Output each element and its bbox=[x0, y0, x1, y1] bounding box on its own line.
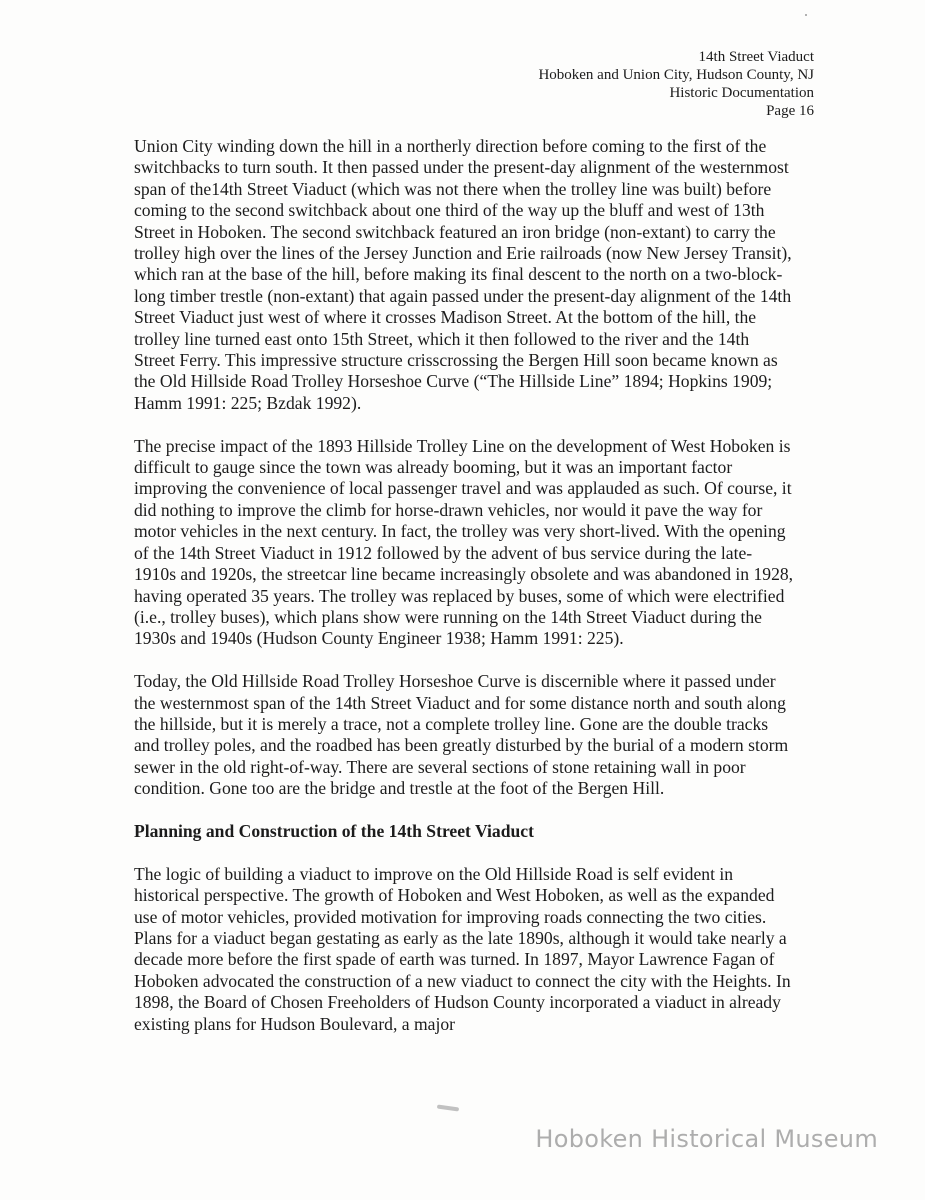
page-header bbox=[394, 48, 814, 120]
paragraph-trolley-today: Today, the Old Hillside Road Trolley Horseshoe Curve is discernible where it passed under the westernmost span of the 14th Street Viaduct and for some distance north and south along the hillside, but it is merely a trace, not a complete trolley line. Gone are the double tracks and trolley poles, and the roadbed has been greatly disturbed by the burial of a modern storm sewer in the old right-of-way. There are several sections of stone retaining wall in poor condition. Gone too are the bridge and trestle at the foot of the Bergen Hill. bbox=[134, 671, 789, 799]
header-page-number: Page 16 bbox=[766, 103, 814, 119]
header-doc-type: Historic Documentation bbox=[669, 85, 814, 101]
scan-dot bbox=[805, 14, 807, 16]
section-heading: Planning and Construction of the 14th Street Viaduct bbox=[134, 820, 534, 841]
paragraph-viaduct-planning: The logic of building a viaduct to improve on the Old Hillside Road is self evident in historical perspective. The growth of Hoboken and West Hoboken, as well as the expanded use of motor vehicles, provided motivation for improving roads connecting the two cities. Plans for a viaduct began gestating as early as the late 1890s, although it would take nearly a decade more before the first spade of earth was turned. In 1897, Mayor Lawrence Fagan of Hoboken advocated the construction of a new viaduct to connect the city with the Heights. In 1898, the Board of Chosen Freeholders of Hudson County incorporated a viaduct in already existing plans for Hudson Boulevard, a major bbox=[134, 863, 791, 1034]
scan-speck bbox=[437, 1104, 459, 1111]
museum-watermark: Hoboken Historical Museum bbox=[535, 1125, 878, 1153]
header-title: 14th Street Viaduct bbox=[698, 49, 814, 65]
document-body bbox=[134, 136, 794, 1056]
paragraph-trolley-impact: The precise impact of the 1893 Hillside Trolley Line on the development of West Hoboken is difficult to gauge since the town was already booming, but it was an important factor improving the convenience of local passenger travel and was applauded as such. Of course, it did nothing to improve the climb for horse-drawn vehicles, nor would it pave the way for motor vehicles in the next century. In fact, the trolley was very short-lived. With the opening of the 14th Street Viaduct in 1912 followed by the advent of bus service during the late-1910s and 1920s, the streetcar line became increasingly obsolete and was abandoned in 1928, having operated 35 years. The trolley was replaced by buses, some of which were electrified (i.e., trolley buses), which plans show were running on the 14th Street Viaduct during the 1930s and 1940s (Hudson County Engineer 1938; Hamm 1991: 225). bbox=[134, 435, 794, 649]
header-location: Hoboken and Union City, Hudson County, NJ bbox=[538, 67, 814, 83]
paragraph-trolley-route: Union City winding down the hill in a northerly direction before coming to the first of the switchbacks to turn south. It then passed under the present-day alignment of the westernmost span of the14th Street Viaduct (which was not there when the trolley line was built) before coming to the second switchback about one third of the way up the bluff and west of 13th Street in Hoboken. The second switchback featured an iron bridge (non-extant) to carry the trolley high over the lines of the Jersey Junction and Erie railroads (now New Jersey Transit), which ran at the base of the hill, before making its final descent to the north on a two-block-long timber trestle (non-extant) that again passed under the present-day alignment of the 14th Street Viaduct just west of where it crosses Madison Street. At the bottom of the hill, the trolley line turned east onto 15th Street, which it then followed to the river and the 14th Street Ferry. This impressive structure crisscrossing the Bergen Hill soon became known as the Old Hillside Road Trolley Horseshoe Curve (“The Hillside Line” 1894; Hopkins 1909; Hamm 1991: 225; Bzdak 1992). bbox=[134, 136, 792, 413]
